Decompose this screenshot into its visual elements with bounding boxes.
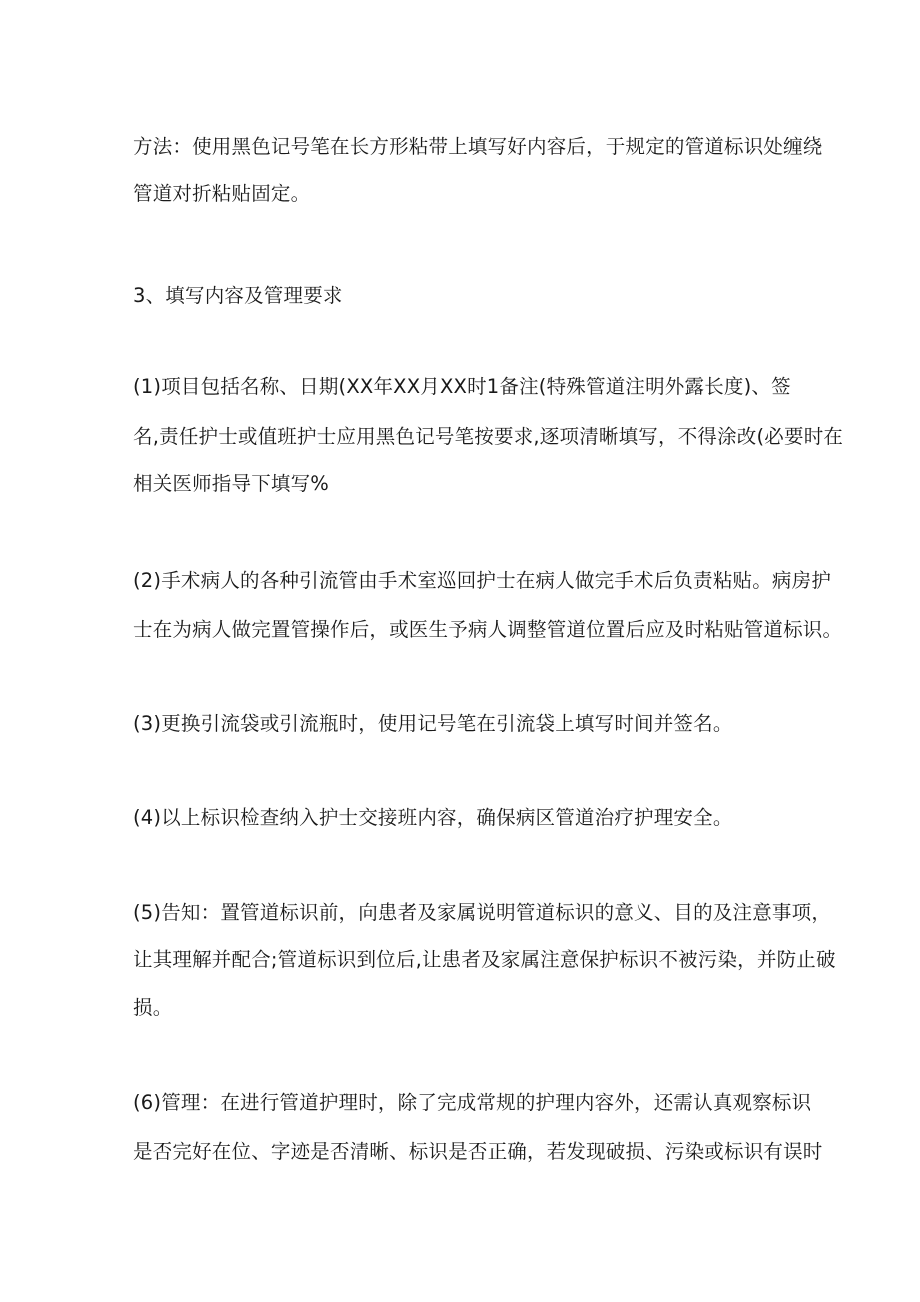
item-5-line-3: 损。 bbox=[133, 996, 173, 1019]
item-2-line-1: (2)手术病人的各种引流管由手术室巡回护士在病人做完手术后负责粘贴。病房护 bbox=[133, 569, 832, 592]
item-2-line-2: 士在为病人做完置管操作后，或医生予病人调整管道位置后应及时粘贴管道标识。 bbox=[133, 618, 843, 641]
item-5-line-1: (5)告知：置管道标识前，向患者及家属说明管道标识的意义、目的及注意事项， bbox=[133, 901, 832, 924]
section-heading: 3、填写内容及管理要求 bbox=[133, 284, 343, 307]
item-5-line-2: 让其理解并配合;管道标识到位后,让患者及家属注意保护标识不被污染，并防止破 bbox=[133, 948, 836, 971]
item-3-line-1: (3)更换引流袋或引流瓶时，使用记号笔在引流袋上填写时间并签名。 bbox=[133, 712, 733, 735]
item-1-line-3: 相关医师指导下填写% bbox=[133, 472, 330, 495]
item-1-line-1: (1)项目包括名称、日期(XX年XX月XX时1备注(特殊管道注明外露长度)、签 bbox=[133, 375, 791, 398]
item-6-line-1: (6)管理：在进行管道护理时，除了完成常规的护理内容外，还需认真观察标识 bbox=[133, 1091, 812, 1114]
method-line-2: 管道对折粘贴固定。 bbox=[133, 182, 311, 205]
method-line-1: 方法：使用黑色记号笔在长方形粘带上填写好内容后，于规定的管道标识处缠绕 bbox=[133, 135, 823, 158]
item-6-line-2: 是否完好在位、字迹是否清晰、标识是否正确，若发现破损、污染或标识有误时 bbox=[133, 1140, 823, 1163]
item-1-line-2: 名,责任护士或值班护士应用黑色记号笔按要求,逐项清晰填写，不得涂改(必要时在 bbox=[133, 425, 844, 448]
item-4-line-1: (4)以上标识检查纳入护士交接班内容，确保病区管道治疗护理安全。 bbox=[133, 806, 733, 829]
